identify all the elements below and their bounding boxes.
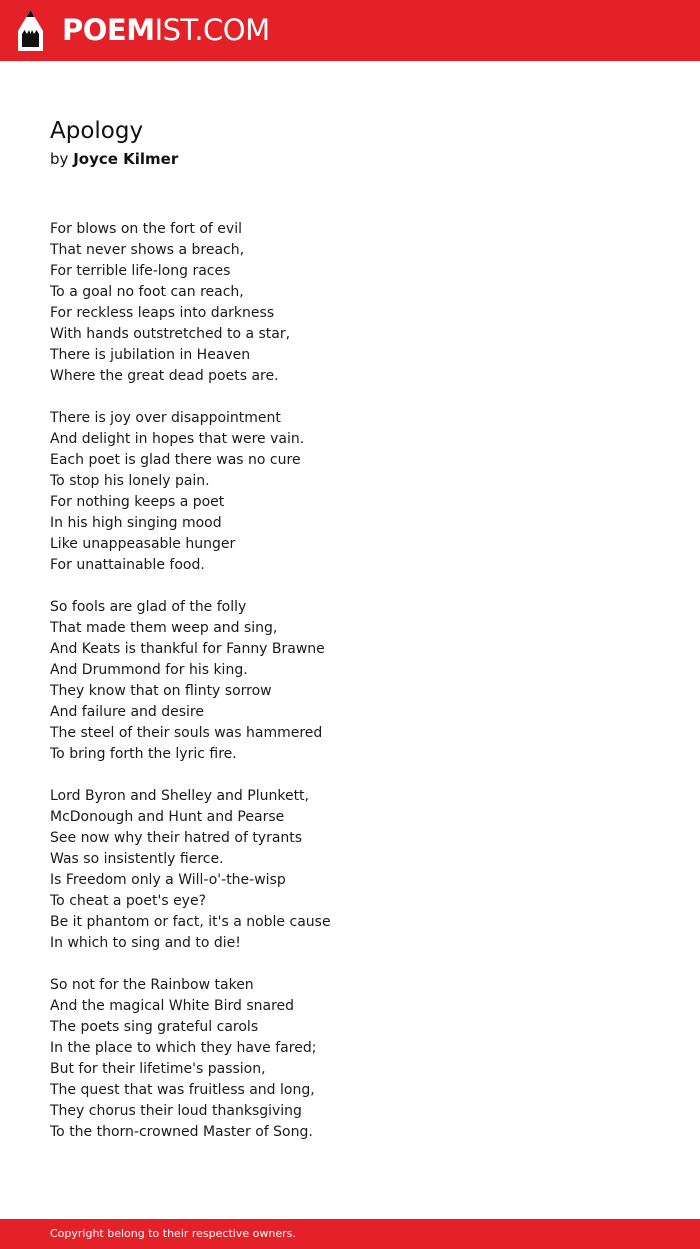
logo-text-light: IST.COM	[154, 13, 270, 47]
poem-line: The poets sing grateful carols	[50, 1019, 259, 1035]
stanza	[50, 219, 670, 387]
poem-line: They know that on flinty sorrow	[50, 683, 272, 699]
poem-line: Like unappeasable hunger	[50, 536, 236, 552]
poem-line: To stop his lonely pain.	[50, 473, 210, 489]
poem-line: The steel of their souls was hammered	[50, 725, 323, 741]
poem-line: Each poet is glad there was no cure	[50, 452, 301, 468]
poem-line: For unattainable food.	[50, 557, 205, 573]
poem-line: So fools are glad of the folly	[50, 599, 247, 615]
poem-line: So not for the Rainbow taken	[50, 977, 254, 993]
poem-line: And delight in hopes that were vain.	[50, 431, 305, 447]
stanza	[50, 975, 670, 1143]
poem-line: Be it phantom or fact, it's a noble cause	[50, 914, 331, 930]
site-logo[interactable]	[62, 13, 270, 47]
poem-line: They chorus their loud thanksgiving	[50, 1103, 302, 1119]
poem-line: For terrible life-long races	[50, 263, 231, 279]
poem-line: The quest that was fruitless and long,	[50, 1082, 315, 1098]
poem-line: To cheat a poet's eye?	[50, 893, 207, 909]
pencil-tip-icon[interactable]	[18, 10, 43, 51]
byline	[50, 149, 178, 169]
poem-line: To bring forth the lyric fire.	[50, 746, 237, 762]
poem-line: With hands outstretched to a star,	[50, 326, 291, 342]
poem-line: In his high singing mood	[50, 515, 222, 531]
poem-line: And Keats is thankful for Fanny Brawne	[50, 641, 325, 657]
poem-body	[50, 219, 670, 1164]
poem-line: Lord Byron and Shelley and Plunkett,	[50, 788, 309, 804]
poem-line: And failure and desire	[50, 704, 204, 720]
poem-line: For blows on the fort of evil	[50, 221, 242, 237]
poem-title: Apology	[50, 118, 144, 144]
poem-line: But for their lifetime's passion,	[50, 1061, 266, 1077]
poem-line: See now why their hatred of tyrants	[50, 830, 303, 846]
poem-line: For nothing keeps a poet	[50, 494, 225, 510]
author-name: Joyce Kilmer	[73, 150, 179, 168]
poem-line: To the thorn-crowned Master of Song.	[50, 1124, 313, 1140]
poem-line: To a goal no foot can reach,	[50, 284, 244, 300]
by-label: by	[50, 150, 69, 168]
poem-line: Was so insistently fierce.	[50, 851, 224, 867]
poem-line: McDonough and Hunt and Pearse	[50, 809, 285, 825]
poem-line: And Drummond for his king.	[50, 662, 248, 678]
poem-line: And the magical White Bird snared	[50, 998, 295, 1014]
poem-line: In which to sing and to die!	[50, 935, 241, 951]
poem-line: There is joy over disappointment	[50, 410, 281, 426]
site-footer	[0, 1219, 700, 1249]
poem-line: That made them weep and sing,	[50, 620, 278, 636]
poem-line: That never shows a breach,	[50, 242, 245, 258]
poem-line: Where the great dead poets are.	[50, 368, 279, 384]
stanza	[50, 597, 670, 765]
poem-line: For reckless leaps into darkness	[50, 305, 275, 321]
poem-line: In the place to which they have fared;	[50, 1040, 317, 1056]
stanza	[50, 408, 670, 576]
poem-line: There is jubilation in Heaven	[50, 347, 251, 363]
stanza	[50, 786, 670, 954]
logo-text-bold: POEM	[62, 13, 155, 47]
site-header	[0, 0, 700, 61]
copyright-notice: Copyright belong to their respective owners.	[50, 1227, 296, 1240]
poem-line: Is Freedom only a Will-o'-the-wisp	[50, 872, 286, 888]
